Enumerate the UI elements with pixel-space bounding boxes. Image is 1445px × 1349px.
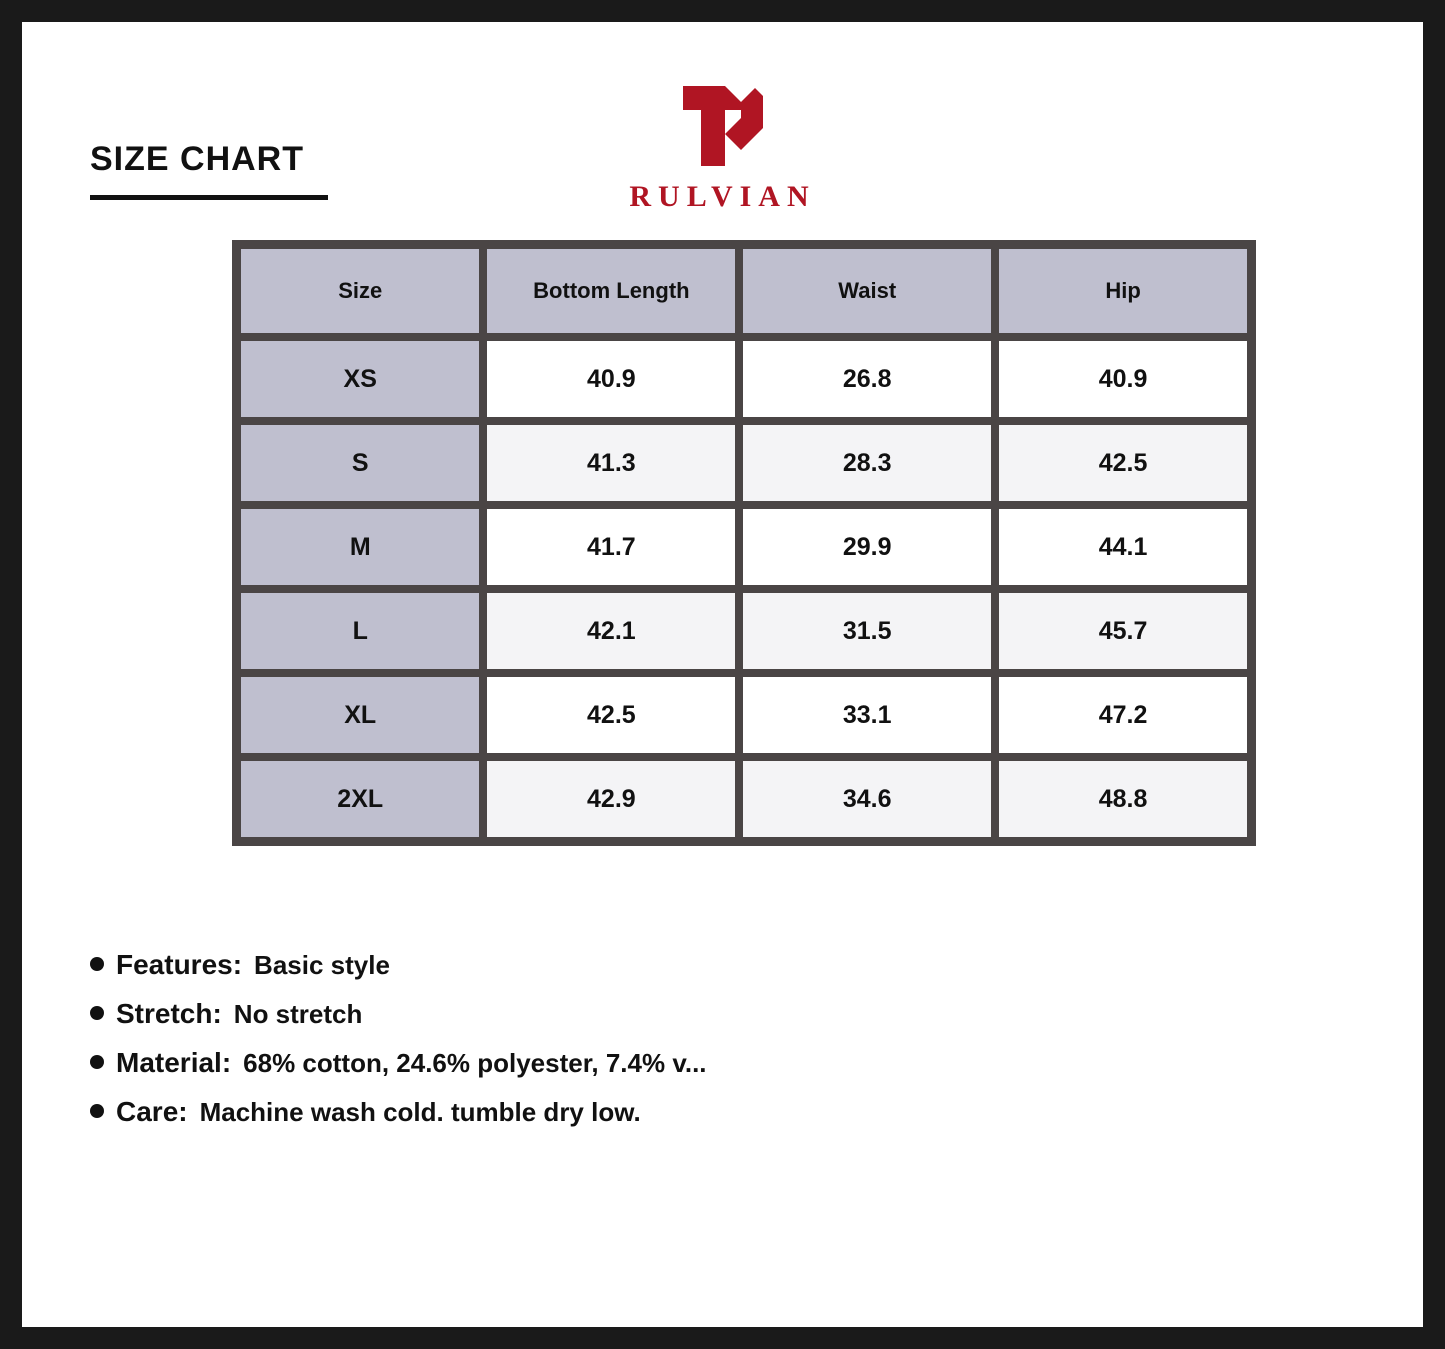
brand-name: RULVIAN <box>629 180 816 213</box>
column-header-bottom-length: Bottom Length <box>483 245 739 337</box>
list-item <box>90 1047 1290 1079</box>
table-row <box>237 421 1251 505</box>
size-table-wrap <box>232 240 1256 846</box>
cell-size: XL <box>237 673 483 757</box>
cell-bottom-length: 42.5 <box>483 673 739 757</box>
cell-waist: 33.1 <box>739 673 995 757</box>
spec-value: No stretch <box>233 999 363 1029</box>
cell-waist: 29.9 <box>739 505 995 589</box>
cell-hip: 40.9 <box>995 337 1251 421</box>
cell-hip: 47.2 <box>995 673 1251 757</box>
table-row <box>237 589 1251 673</box>
cell-bottom-length: 41.3 <box>483 421 739 505</box>
spec-label: Care: <box>116 1096 188 1127</box>
cell-waist: 31.5 <box>739 589 995 673</box>
bullet-icon <box>90 1006 104 1020</box>
cell-waist: 26.8 <box>739 337 995 421</box>
cell-size: XS <box>237 337 483 421</box>
bullet-icon <box>90 957 104 971</box>
specs-list <box>90 949 1290 1145</box>
cell-bottom-length: 42.1 <box>483 589 739 673</box>
cell-size: 2XL <box>237 757 483 841</box>
bullet-icon <box>90 1055 104 1069</box>
table-head <box>237 245 1251 337</box>
cell-waist: 28.3 <box>739 421 995 505</box>
table-row <box>237 757 1251 841</box>
title-underline <box>90 195 328 200</box>
rulvian-r-logo-icon <box>663 76 783 176</box>
cell-hip: 48.8 <box>995 757 1251 841</box>
cell-hip: 44.1 <box>995 505 1251 589</box>
table-row <box>237 505 1251 589</box>
title-block <box>90 140 328 200</box>
column-header-size: Size <box>237 245 483 337</box>
spec-label: Features: <box>116 949 243 980</box>
spec-label: Material: <box>116 1047 232 1078</box>
cell-size: S <box>237 421 483 505</box>
table-body <box>237 337 1251 841</box>
cell-waist: 34.6 <box>739 757 995 841</box>
list-item <box>90 949 1290 981</box>
spec-label: Stretch: <box>116 998 222 1029</box>
list-item <box>90 1096 1290 1128</box>
cell-bottom-length: 41.7 <box>483 505 739 589</box>
list-item <box>90 998 1290 1030</box>
cell-hip: 42.5 <box>995 421 1251 505</box>
table-header-row <box>237 245 1251 337</box>
page-inner <box>44 44 1401 1305</box>
page-title: SIZE CHART <box>90 140 304 178</box>
column-header-waist: Waist <box>739 245 995 337</box>
spec-value: Basic style <box>254 950 390 980</box>
size-table <box>232 240 1256 846</box>
cell-bottom-length: 40.9 <box>483 337 739 421</box>
cell-size: M <box>237 505 483 589</box>
cell-size: L <box>237 589 483 673</box>
cell-hip: 45.7 <box>995 589 1251 673</box>
table-row <box>237 673 1251 757</box>
spec-value: Machine wash cold. tumble dry low. <box>199 1097 641 1127</box>
spec-value: 68% cotton, 24.6% polyester, 7.4% v... <box>243 1048 707 1078</box>
column-header-hip: Hip <box>995 245 1251 337</box>
table-row <box>237 337 1251 421</box>
cell-bottom-length: 42.9 <box>483 757 739 841</box>
bullet-icon <box>90 1104 104 1118</box>
